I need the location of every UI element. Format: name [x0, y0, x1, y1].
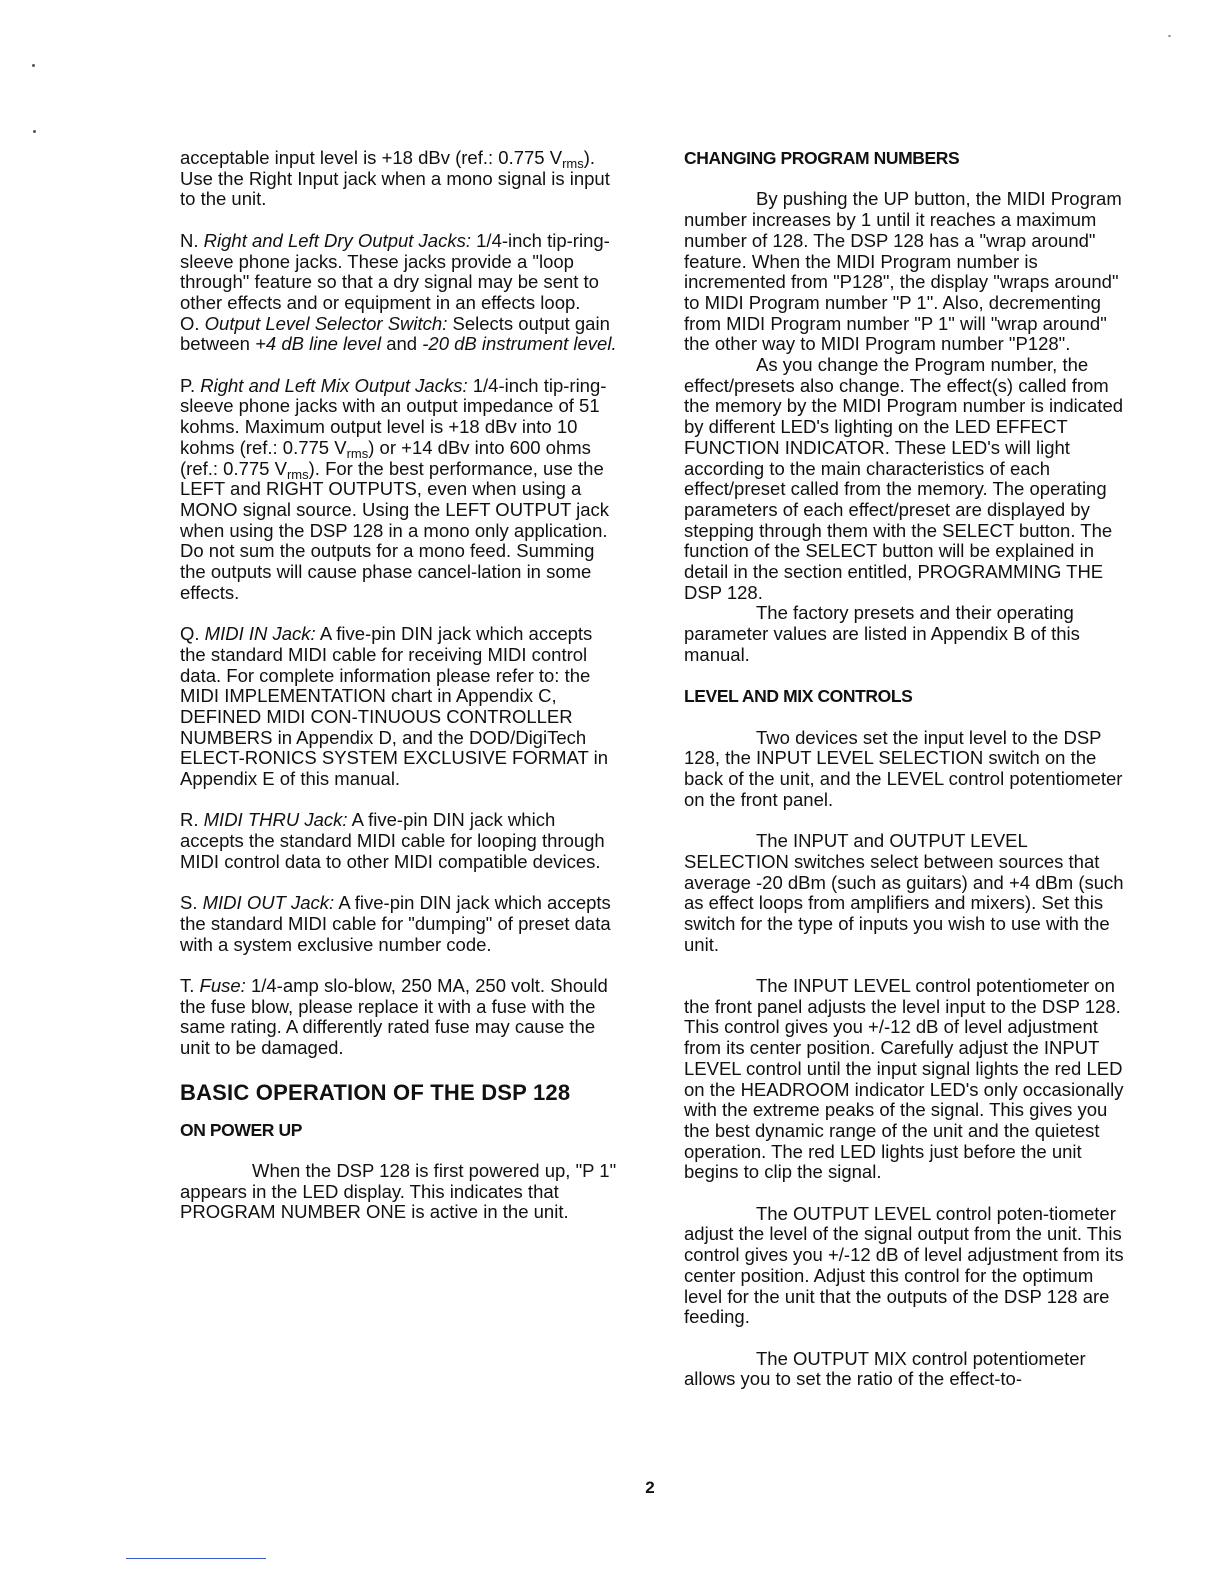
level-paragraph-1: Two devices set the input level to the DSP 128, the INPUT LEVEL SELECTION switch on the back of the unit, and the LEVEL control potentiometer on the front panel. [684, 726, 1123, 810]
scan-speck [32, 64, 35, 67]
page-number: 2 [645, 1478, 655, 1497]
item-o-output-level-selector: O. Output Level Selector Switch: Selects output gain between +4 dB line level and -20 dB instrument level. [180, 312, 617, 355]
item-n-dry-output-jacks: N. Right and Left Dry Output Jacks: 1/4-inch tip-ring-sleeve phone jacks. These jacks provide a "loop through" feature so that a dry signal may be sent to other effects and or equipment in an effects loop. [180, 229, 610, 313]
program-paragraph-1: By pushing the UP button, the MIDI Program number increases by 1 until it reaches a maximum number of 128. The DSP 128 has a "wrap around" feature. When the MIDI Program number is incremented from "P128", the display "wraps around" to MIDI Program number "P 1". Also, decrementing from MIDI Program number "P 1" will "wrap around" the other way to MIDI Program number "P128". [684, 188, 1122, 355]
input-level-paragraph: acceptable input level is +18 dBv (ref.: 0.775 $V_{rms}$). Use the Right Input jack when a mono signal is input to the unit. [180, 147, 610, 210]
level-mix-controls-heading: LEVEL AND MIX CONTROLS [684, 686, 913, 707]
item-r-midi-thru-jack: R. MIDI THRU Jack: A five-pin DIN jack which accepts the standard MIDI cable for looping through MIDI control data to other MIDI compatible devices. [180, 809, 605, 872]
item-s-midi-out-jack: S. MIDI OUT Jack: A five-pin DIN jack which accepts the standard MIDI cable for "dumping" of preset data with a system exclusive number code. [180, 892, 611, 955]
level-paragraph-2: The INPUT and OUTPUT LEVEL SELECTION switches select between sources that average -20 dBm (such as guitars) and +4 dBm (such as effect loops from amplifiers and mixers). Set this switch for the type of inputs you wish to use with the unit. [684, 830, 1124, 955]
power-up-heading: ON POWER UP [180, 1119, 302, 1140]
basic-operation-heading: BASIC OPERATION OF THE DSP 128 [180, 1079, 571, 1105]
right-column [684, 148, 1124, 1390]
item-p-mix-output-jacks: P. Right and Left Mix Output Jacks: 1/4-inch tip-ring-sleeve phone jacks with an output impedance of 51 kohms. Maximum output level is +18 dBv into 10 kohms (ref.: 0.775 $V_{rms}$) or +14 dBv into 600 ohms (ref.: 0.775 $V_{rms}$). For the best performance, use the LEFT and RIGHT OUTPUTS, even when using a MONO signal source. Using the LEFT OUTPUT jack when using the DSP 128 in a mono only application. Do not sum the outputs for a mono feed. Summing the outputs will cause phase cancel-lation in some effects. [180, 374, 610, 603]
footnote-rule [126, 1558, 266, 1559]
scan-speck [33, 130, 36, 133]
program-paragraph-2: As you change the Program number, the effect/presets also change. The effect(s) called from the memory by the MIDI Program number is indicated by different LED's lighting on the LED EFFECT FUNCTION INDICATOR. These LED's will light according to the main characteristics of each effect/preset called from the memory. The operating parameters of each effect/preset are displayed by stepping through them with the SELECT button. The function of the SELECT button will be explained in detail in the section entitled, PROGRAMMING THE DSP 128. [684, 354, 1124, 603]
item-q-midi-in-jack: Q. MIDI IN Jack: A five-pin DIN jack which accepts the standard MIDI cable for receiving MIDI control data. For complete information please refer to: the MIDI IMPLEMENTATION chart in Appendix C, DEFINED MIDI CON-TINUOUS CONTROLLER NUMBERS in Appendix D, and the DOD/DigiTech ELECT-RONICS SYSTEM EXCLUSIVE FORMAT in Appendix E of this manual. [180, 623, 608, 790]
scan-speck [1168, 35, 1171, 37]
item-t-fuse: T. Fuse: 1/4-amp slo-blow, 250 MA, 250 volt. Should the fuse blow, please replace it with a fuse with the same rating. A differently rated fuse may cause the unit to be damaged. [180, 975, 608, 1059]
left-column [180, 148, 620, 1244]
program-paragraph-3: The factory presets and their operating parameter values are listed in Appendix B of this manual. [684, 602, 1080, 665]
changing-program-numbers-heading: CHANGING PROGRAM NUMBERS [684, 148, 960, 168]
power-up-paragraph: When the DSP 128 is first powered up, "P 1" appears in the LED display. This indicates that PROGRAM NUMBER ONE is active in the unit. [180, 1159, 617, 1223]
level-paragraph-3: The INPUT LEVEL control potentiometer on the front panel adjusts the level input to the DSP 128. This control gives you +/-12 dB of level adjustment from its center position. Carefully adjust the INPUT LEVEL control until the input signal lights the red LED on the HEADROOM indicator LED's only occasionally with the extreme peaks of the signal. This gives you the best dynamic range of the unit and the quietest operation. The red LED lights just before the unit begins to clip the signal. [684, 975, 1124, 1183]
level-paragraph-4: The OUTPUT LEVEL control poten-tiometer adjust the level of the signal output from the unit. This control gives you +/-12 dB of level adjustment from its center position. Adjust this control for the optimum level for the unit that the outputs of the DSP 128 are feeding. [684, 1202, 1124, 1328]
level-paragraph-5: The OUTPUT MIX control potentiometer allows you to set the ratio of the effect-to- [684, 1347, 1086, 1390]
